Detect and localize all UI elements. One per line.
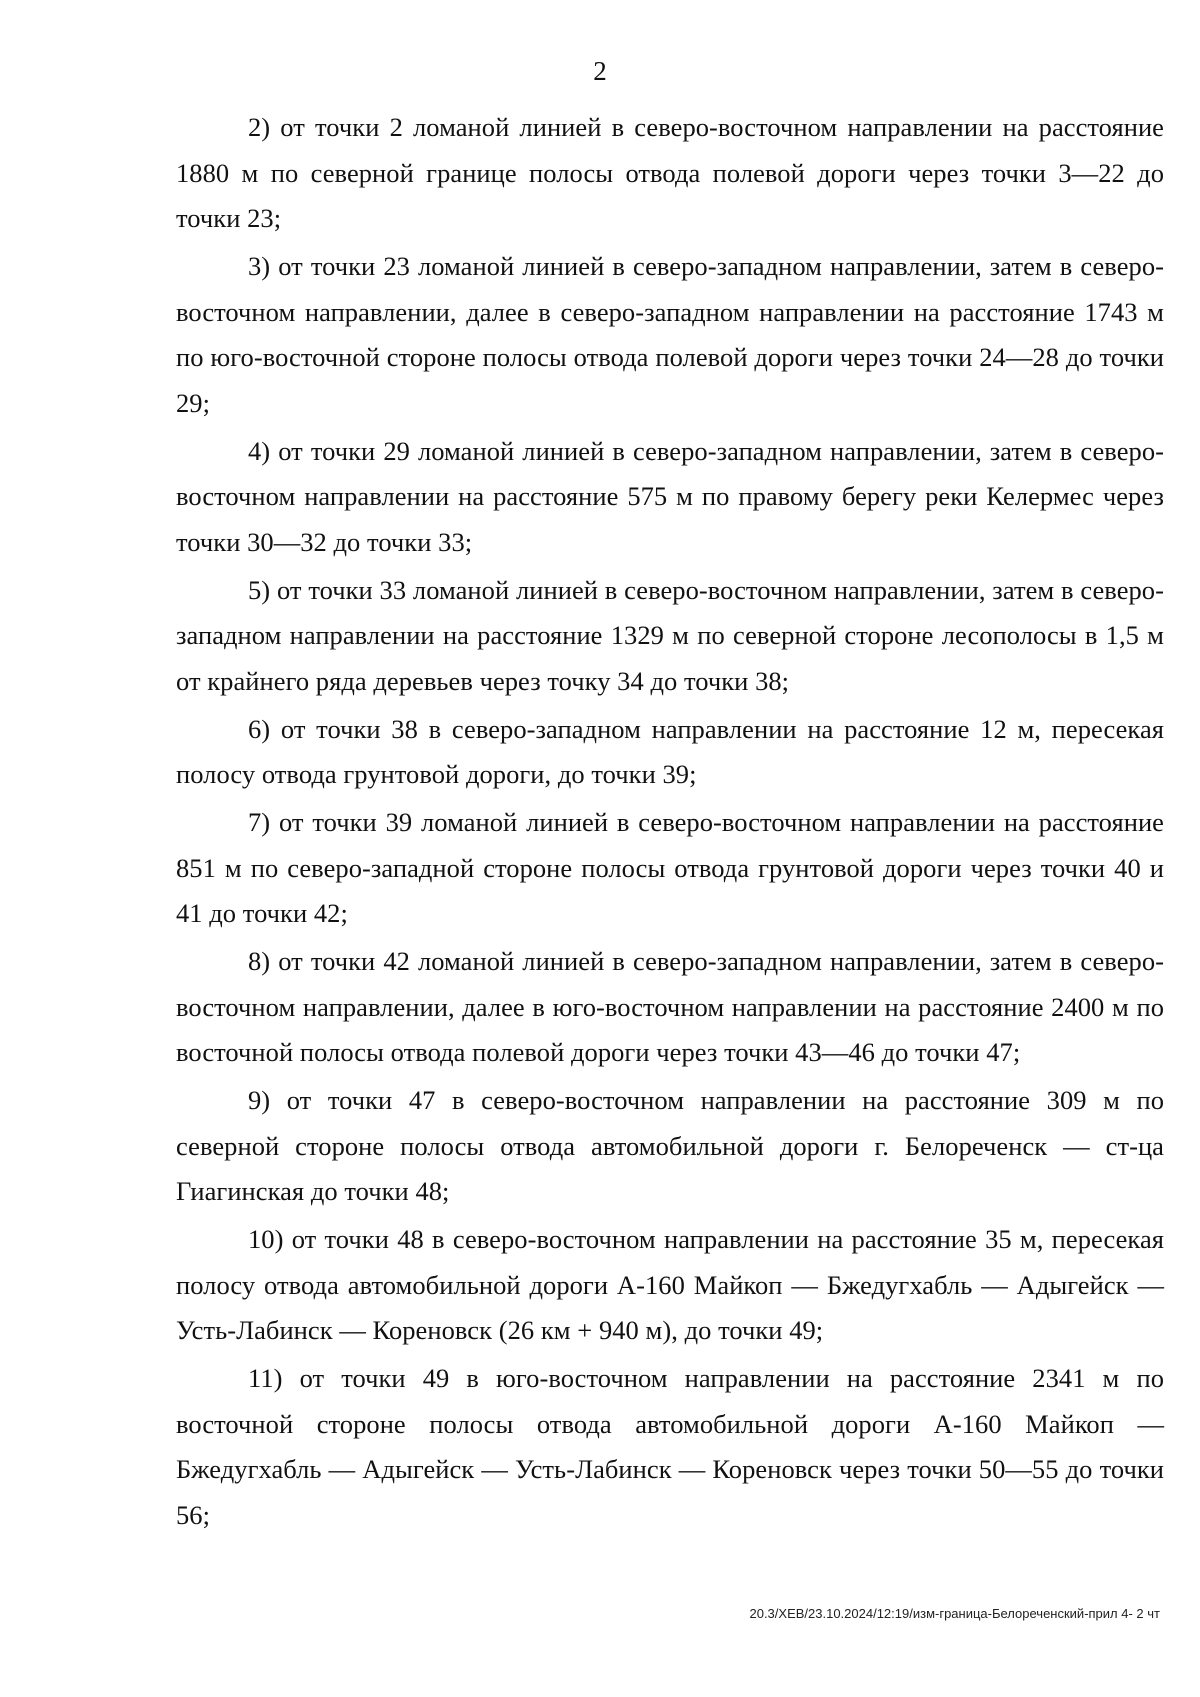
paragraph-7: 7) от точки 39 ломаной линией в северо-восточном направлении на расстояние 851 м по северо-западной стороне полосы отвода грунтовой дороги через точки 40 и 41 до точки 42;	[176, 807, 1164, 928]
paragraph-3: 3) от точки 23 ломаной линией в северо-западном направлении, затем в северо-восточном направлении, далее в северо-западном направлении на расстояние 1743 м по юго-восточной стороне полосы отвода полевой дороги через точки 24—28 до точки 29;	[176, 251, 1164, 418]
paragraph-11: 11) от точки 49 в юго-восточном направлении на расстояние 2341 м по восточной стороне полосы отвода автомобильной дороги А-160 Майкоп — Бжедугхабль — Адыгейск — Усть-Лабинск — Кореновск через точки 50—55 до точки 56;	[176, 1363, 1164, 1530]
paragraph-2: 2) от точки 2 ломаной линией в северо-восточном направлении на расстояние 1880 м по северной границе полосы отвода полевой дороги через точки 3—22 до точки 23;	[176, 112, 1164, 233]
paragraph-4: 4) от точки 29 ломаной линией в северо-западном направлении, затем в северо-восточном направлении на расстояние 575 м по правому берегу реки Келермес через точки 30—32 до точки 33;	[176, 435, 1164, 557]
document-body	[176, 105, 1164, 1541]
paragraph-8: 8) от точки 42 ломаной линией в северо-западном направлении, затем в северо-восточном направлении, далее в юго-восточном направлении на расстояние 2400 м по восточной полосы отвода полевой дороги через точки 43—46 до точки 47;	[176, 946, 1164, 1067]
document-footer-reference: 20.3/ХЕВ/23.10.2024/12:19/изм-граница-Белореченский-прил 4- 2 чт	[749, 1606, 1160, 1621]
paragraph-6: 6) от точки 38 в северо-западном направлении на расстояние 12 м, пересекая полосу отвода грунтовой дороги, до точки 39;	[176, 713, 1164, 789]
paragraph-10: 10) от точки 48 в северо-восточном направлении на расстояние 35 м, пересекая полосу отвода автомобильной дороги А-160 Майкоп — Бжедугхабль — Адыгейск — Усть-Лабинск — Кореновск (26 км + 940 м), до точки 49;	[176, 1224, 1164, 1345]
page-number: 2	[593, 56, 607, 86]
paragraph-5: 5) от точки 33 ломаной линией в северо-восточном направлении, затем в северо-западном направлении на расстояние 1329 м по северной стороне лесополосы в 1,5 м от крайнего ряда деревьев через точку 34 до точки 38;	[176, 574, 1164, 696]
paragraph-9: 9) от точки 47 в северо-восточном направлении на расстояние 309 м по северной стороне полосы отвода автомобильной дороги г. Белореченск — ст-ца Гиагинская до точки 48;	[176, 1085, 1164, 1206]
